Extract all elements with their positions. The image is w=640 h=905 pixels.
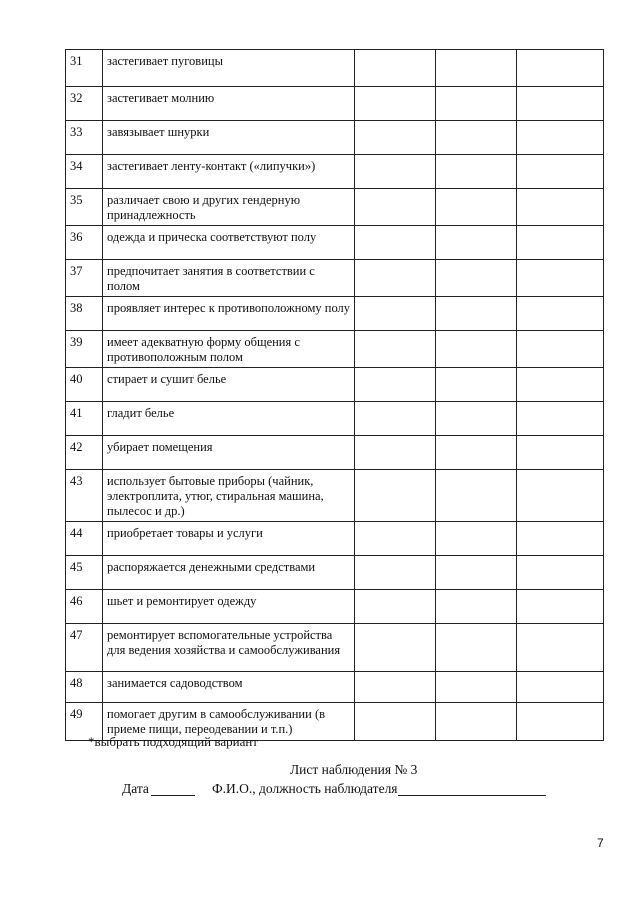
mark-cell-3[interactable] xyxy=(517,297,604,331)
mark-cell-3[interactable] xyxy=(517,672,604,703)
mark-cell-1[interactable] xyxy=(355,189,436,226)
mark-cell-2[interactable] xyxy=(436,331,517,368)
mark-cell-2[interactable] xyxy=(436,50,517,87)
criterion-cell: шьет и ремонтирует одежду xyxy=(103,590,355,624)
mark-cell-2[interactable] xyxy=(436,556,517,590)
mark-cell-1[interactable] xyxy=(355,470,436,522)
mark-cell-3[interactable] xyxy=(517,226,604,260)
table-row xyxy=(66,297,604,331)
criterion-cell: различает свою и других гендерную принадлежность xyxy=(103,189,355,226)
mark-cell-3[interactable] xyxy=(517,703,604,741)
table-row xyxy=(66,522,604,556)
table-row xyxy=(66,50,604,87)
date-label: Дата xyxy=(122,781,149,796)
mark-cell-2[interactable] xyxy=(436,189,517,226)
mark-cell-1[interactable] xyxy=(355,556,436,590)
mark-cell-3[interactable] xyxy=(517,556,604,590)
row-number-cell: 37 xyxy=(66,260,103,297)
mark-cell-1[interactable] xyxy=(355,624,436,672)
table-row xyxy=(66,226,604,260)
mark-cell-1[interactable] xyxy=(355,703,436,741)
criterion-cell: стирает и сушит белье xyxy=(103,368,355,402)
row-number-cell: 33 xyxy=(66,121,103,155)
mark-cell-3[interactable] xyxy=(517,50,604,87)
table-row xyxy=(66,331,604,368)
row-number-cell: 32 xyxy=(66,87,103,121)
mark-cell-1[interactable] xyxy=(355,590,436,624)
table-row xyxy=(66,260,604,297)
mark-cell-3[interactable] xyxy=(517,331,604,368)
row-number-cell: 34 xyxy=(66,155,103,189)
sheet-title: Лист наблюдения № 3 xyxy=(290,762,418,777)
mark-cell-2[interactable] xyxy=(436,368,517,402)
table-row xyxy=(66,368,604,402)
row-number-cell: 44 xyxy=(66,522,103,556)
criterion-cell: ремонтирует вспомогательные устройства для ведения хозяйства и самообслуживания xyxy=(103,624,355,672)
criterion-cell: застегивает пуговицы xyxy=(103,50,355,87)
mark-cell-1[interactable] xyxy=(355,368,436,402)
row-number-cell: 42 xyxy=(66,436,103,470)
criterion-cell: имеет адекватную форму общения с противоположным полом xyxy=(103,331,355,368)
mark-cell-2[interactable] xyxy=(436,121,517,155)
mark-cell-1[interactable] xyxy=(355,436,436,470)
table-row xyxy=(66,556,604,590)
table-row xyxy=(66,155,604,189)
mark-cell-2[interactable] xyxy=(436,260,517,297)
table-row xyxy=(66,590,604,624)
criterion-cell: убирает помещения xyxy=(103,436,355,470)
table-row xyxy=(66,672,604,703)
table-row xyxy=(66,402,604,436)
date-blank-line xyxy=(151,795,195,796)
row-number-cell: 47 xyxy=(66,624,103,672)
criterion-cell: проявляет интерес к противоположному полу xyxy=(103,297,355,331)
mark-cell-2[interactable] xyxy=(436,522,517,556)
mark-cell-2[interactable] xyxy=(436,155,517,189)
mark-cell-2[interactable] xyxy=(436,402,517,436)
mark-cell-1[interactable] xyxy=(355,155,436,189)
row-number-cell: 31 xyxy=(66,50,103,87)
criterion-cell: застегивает молнию xyxy=(103,87,355,121)
mark-cell-3[interactable] xyxy=(517,260,604,297)
row-number-cell: 41 xyxy=(66,402,103,436)
table-row xyxy=(66,624,604,672)
row-number-cell: 46 xyxy=(66,590,103,624)
criterion-cell: гладит белье xyxy=(103,402,355,436)
table-row xyxy=(66,470,604,522)
row-number-cell: 39 xyxy=(66,331,103,368)
mark-cell-3[interactable] xyxy=(517,436,604,470)
row-number-cell: 48 xyxy=(66,672,103,703)
footnote: *выбрать подходящий вариант xyxy=(88,734,258,749)
mark-cell-1[interactable] xyxy=(355,226,436,260)
mark-cell-3[interactable] xyxy=(517,522,604,556)
mark-cell-1[interactable] xyxy=(355,260,436,297)
criterion-cell: застегивает ленту-контакт («липучки») xyxy=(103,155,355,189)
mark-cell-2[interactable] xyxy=(436,590,517,624)
mark-cell-1[interactable] xyxy=(355,672,436,703)
mark-cell-1[interactable] xyxy=(355,50,436,87)
criterion-cell: одежда и прическа соответствуют полу xyxy=(103,226,355,260)
mark-cell-3[interactable] xyxy=(517,590,604,624)
row-number-cell: 35 xyxy=(66,189,103,226)
criterion-cell: распоряжается денежными средствами xyxy=(103,556,355,590)
row-number-cell: 36 xyxy=(66,226,103,260)
page-number: 7 xyxy=(597,836,604,850)
mark-cell-1[interactable] xyxy=(355,522,436,556)
row-number-cell: 38 xyxy=(66,297,103,331)
mark-cell-2[interactable] xyxy=(436,87,517,121)
mark-cell-2[interactable] xyxy=(436,436,517,470)
row-number-cell: 49 xyxy=(66,703,103,741)
mark-cell-1[interactable] xyxy=(355,121,436,155)
mark-cell-3[interactable] xyxy=(517,121,604,155)
mark-cell-3[interactable] xyxy=(517,87,604,121)
observation-table-body xyxy=(66,50,604,741)
table-row xyxy=(66,189,604,226)
mark-cell-1[interactable] xyxy=(355,297,436,331)
observer-label: Ф.И.О., должность наблюдателя xyxy=(212,781,398,796)
criterion-cell: помогает другим в самообслуживании (в приеме пищи, переодевании и т.п.) xyxy=(103,703,355,741)
mark-cell-2[interactable] xyxy=(436,226,517,260)
mark-cell-2[interactable] xyxy=(436,297,517,331)
mark-cell-3[interactable] xyxy=(517,368,604,402)
mark-cell-1[interactable] xyxy=(355,402,436,436)
criterion-cell: завязывает шнурки xyxy=(103,121,355,155)
criterion-cell: приобретает товары и услуги xyxy=(103,522,355,556)
observer-blank-line xyxy=(398,795,546,796)
row-number-cell: 45 xyxy=(66,556,103,590)
mark-cell-3[interactable] xyxy=(517,470,604,522)
criterion-cell: использует бытовые приборы (чайник, электроплита, утюг, стиральная машина, пылесос и др.) xyxy=(103,470,355,522)
criterion-cell: занимается садоводством xyxy=(103,672,355,703)
mark-cell-3[interactable] xyxy=(517,402,604,436)
mark-cell-3[interactable] xyxy=(517,155,604,189)
mark-cell-2[interactable] xyxy=(436,672,517,703)
mark-cell-2[interactable] xyxy=(436,703,517,741)
mark-cell-3[interactable] xyxy=(517,189,604,226)
mark-cell-1[interactable] xyxy=(355,87,436,121)
mark-cell-1[interactable] xyxy=(355,331,436,368)
mark-cell-2[interactable] xyxy=(436,624,517,672)
table-row xyxy=(66,87,604,121)
observation-table xyxy=(65,49,604,741)
mark-cell-2[interactable] xyxy=(436,470,517,522)
criterion-cell: предпочитает занятия в соответствии с полом xyxy=(103,260,355,297)
row-number-cell: 40 xyxy=(66,368,103,402)
mark-cell-3[interactable] xyxy=(517,624,604,672)
table-row xyxy=(66,436,604,470)
row-number-cell: 43 xyxy=(66,470,103,522)
table-row xyxy=(66,121,604,155)
